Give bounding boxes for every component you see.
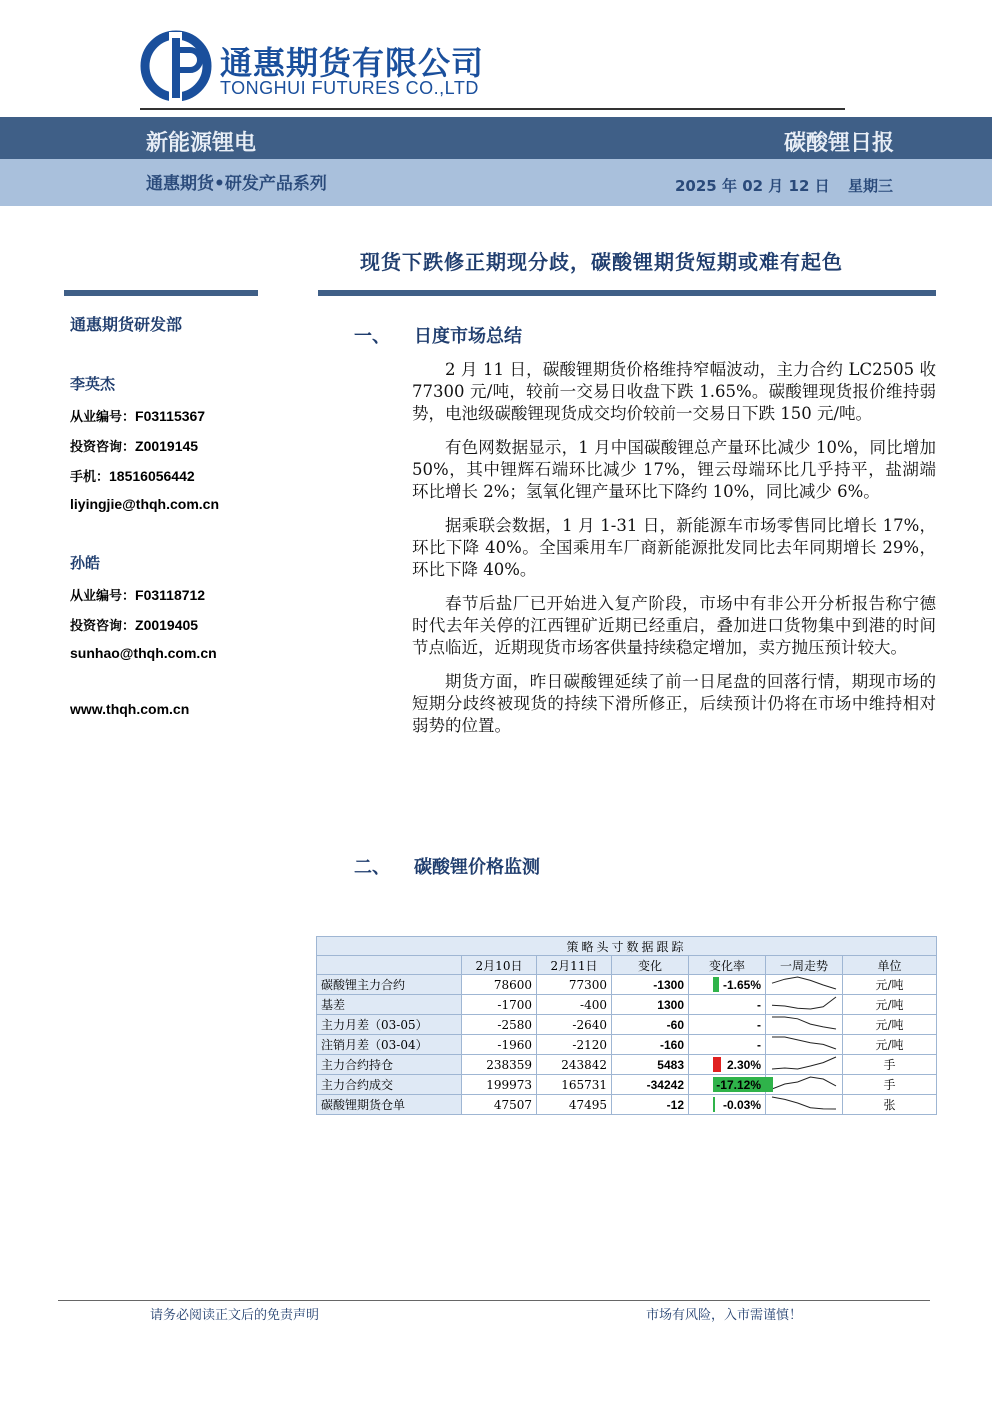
value-change-rate bbox=[689, 1095, 766, 1115]
analyst-advisory: 投资咨询：Z0019145 bbox=[70, 438, 199, 455]
sidebar-rule bbox=[64, 290, 258, 296]
value-feb11: -2120 bbox=[537, 1035, 612, 1055]
row-unit: 手 bbox=[843, 1055, 937, 1075]
value-change: -1300 bbox=[612, 975, 689, 995]
company-website[interactable]: www.thqh.com.cn bbox=[70, 701, 190, 717]
value-change: 5483 bbox=[612, 1055, 689, 1075]
sparkline bbox=[770, 1095, 838, 1111]
table-row bbox=[317, 1015, 937, 1035]
table-caption: 策略头寸数据跟踪 bbox=[317, 937, 937, 956]
row-name: 基差 bbox=[317, 995, 462, 1015]
value-feb11: -400 bbox=[537, 995, 612, 1015]
row-unit: 手 bbox=[843, 1075, 937, 1095]
row-unit: 元/吨 bbox=[843, 1015, 937, 1035]
value-change-rate bbox=[689, 1075, 766, 1095]
paragraph: 期货方面，昨日碳酸锂延续了前一日尾盘的回落行情，期现市场的短期分歧终被现货的持续下滑所修正，后续预计仍将在市场中维持相对弱势的位置。 bbox=[412, 672, 936, 735]
sparkline-line bbox=[772, 977, 836, 989]
value-change: 1300 bbox=[612, 995, 689, 1015]
report-type: 碳酸锂日报 bbox=[783, 131, 894, 156]
sparkline bbox=[770, 1055, 838, 1071]
row-unit: 张 bbox=[843, 1095, 937, 1115]
change-rate-bar bbox=[713, 1057, 721, 1072]
table-row bbox=[317, 1075, 937, 1095]
sparkline bbox=[770, 995, 838, 1011]
row-name: 主力合约成交 bbox=[317, 1075, 462, 1095]
table-row bbox=[317, 995, 937, 1015]
section-number: 一、 bbox=[354, 326, 390, 347]
section-title: 日度市场总结 bbox=[414, 326, 522, 347]
analyst-name: 孙皓 bbox=[70, 554, 101, 572]
value-feb10: -2580 bbox=[462, 1015, 537, 1035]
row-name: 主力合约持仓 bbox=[317, 1055, 462, 1075]
change-rate-text: - bbox=[757, 997, 761, 1012]
value-change-rate bbox=[689, 1015, 766, 1035]
weekly-trend-sparkline bbox=[766, 1035, 843, 1055]
row-name: 注销月差（03-04） bbox=[317, 1035, 462, 1055]
row-name: 主力月差（03-05） bbox=[317, 1015, 462, 1035]
footer-divider bbox=[58, 1300, 930, 1301]
value-feb11: 165731 bbox=[537, 1075, 612, 1095]
value-change-rate bbox=[689, 1035, 766, 1055]
change-rate-text: 2.30% bbox=[726, 1057, 761, 1072]
value-change-rate bbox=[689, 1055, 766, 1075]
sidebar bbox=[70, 312, 290, 717]
analyst-license: 从业编号：F03118712 bbox=[70, 587, 206, 604]
table-row bbox=[317, 1095, 937, 1115]
value-change: -34242 bbox=[612, 1075, 689, 1095]
sparkline-line bbox=[772, 1017, 836, 1029]
table-row bbox=[317, 1055, 937, 1075]
table-header-row bbox=[317, 956, 937, 975]
report-date: 2025 年 02 月 12 日 bbox=[675, 177, 830, 195]
sparkline bbox=[770, 1075, 838, 1091]
value-feb11: 47495 bbox=[537, 1095, 612, 1115]
value-feb10: 238359 bbox=[462, 1055, 537, 1075]
value-feb10: 78600 bbox=[462, 975, 537, 995]
company-logo-icon bbox=[140, 30, 212, 102]
paragraph: 有色网数据显示，1 月中国碳酸锂总产量环比减少 10%，同比增加 50%，其中锂辉石端环比减少 17%，锂云母端环比几乎持平，盐湖端环比增长 2%；氢氧化锂产量环比下降约 10%，同比减少 6%。 bbox=[412, 438, 936, 501]
section-title: 碳酸锂价格监测 bbox=[414, 857, 540, 878]
company-name-en: TONGHUI FUTURES CO.,LTD bbox=[220, 78, 479, 98]
analyst-phone: 手机：18516056442 bbox=[70, 468, 195, 485]
paragraph: 据乘联会数据，1 月 1-31 日，新能源车市场零售同比增长 17%，环比下降 40%。全国乘用车厂商新能源批发同比去年同期增长 29%，环比下降 40%。 bbox=[412, 516, 936, 579]
value-feb11: 77300 bbox=[537, 975, 612, 995]
analyst-advisory: 投资咨询：Z0019405 bbox=[70, 617, 199, 634]
table-header-cell: 一周走势 bbox=[766, 956, 843, 975]
analyst-email[interactable]: liyingjie@thqh.com.cn bbox=[70, 496, 219, 512]
disclaimer-note[interactable]: 请务必阅读正文后的免责声明 bbox=[150, 1308, 320, 1323]
market-summary bbox=[412, 359, 936, 749]
risk-warning: 市场有风险，入市需谨慎！ bbox=[646, 1308, 803, 1323]
row-unit: 元/吨 bbox=[843, 1035, 937, 1055]
table-header-cell: 单位 bbox=[843, 956, 937, 975]
change-rate-text: -0.03% bbox=[722, 1097, 761, 1112]
weekly-trend-sparkline bbox=[766, 1055, 843, 1075]
weekly-trend-sparkline bbox=[766, 1075, 843, 1095]
row-unit: 元/吨 bbox=[843, 995, 937, 1015]
value-feb11: 243842 bbox=[537, 1055, 612, 1075]
paragraph: 春节后盐厂已开始进入复产阶段，市场中有非公开分析报告称宁德时代去年关停的江西锂矿近期已经重启，叠加进口货物集中到港的时间节点临近，近期现货市场客供量持续稳定增加，卖方抛压预计较大。 bbox=[412, 594, 936, 657]
change-rate-text: -1.65% bbox=[722, 977, 761, 992]
sparkline-line bbox=[772, 1057, 836, 1069]
table-header-cell bbox=[317, 956, 462, 975]
value-change: -12 bbox=[612, 1095, 689, 1115]
sparkline bbox=[770, 1035, 838, 1051]
value-feb10: -1960 bbox=[462, 1035, 537, 1055]
paragraph: 2 月 11 日，碳酸锂期货价格维持窄幅波动，主力合约 LC2505 收 77300 元/吨，较前一交易日收盘下跌 1.65%。碳酸锂现货报价维持弱势，电池级碳酸锂现货成交均价较前一交易日下跌 150 元/吨。 bbox=[412, 360, 936, 423]
sparkline-line bbox=[772, 1037, 836, 1049]
change-rate-text: -17.12% bbox=[716, 1077, 761, 1092]
change-rate-text: - bbox=[757, 1037, 761, 1052]
row-name: 碳酸锂期货仓单 bbox=[317, 1095, 462, 1115]
sparkline bbox=[770, 975, 838, 991]
row-unit: 元/吨 bbox=[843, 975, 937, 995]
table-header-cell: 2月11日 bbox=[537, 956, 612, 975]
table-header-cell: 2月10日 bbox=[462, 956, 537, 975]
value-change-rate bbox=[689, 995, 766, 1015]
table-row bbox=[317, 1035, 937, 1055]
value-change: -160 bbox=[612, 1035, 689, 1055]
sparkline-line bbox=[772, 1077, 836, 1089]
report-category: 新能源锂电 bbox=[146, 131, 257, 156]
value-feb11: -2640 bbox=[537, 1015, 612, 1035]
report-series: 通惠期货•研发产品系列 bbox=[146, 174, 327, 194]
header-divider bbox=[140, 108, 845, 110]
sparkline bbox=[770, 1015, 838, 1031]
value-feb10: 199973 bbox=[462, 1075, 537, 1095]
sparkline-line bbox=[772, 1097, 836, 1109]
analyst-email[interactable]: sunhao@thqh.com.cn bbox=[70, 645, 217, 661]
weekly-trend-sparkline bbox=[766, 1015, 843, 1035]
change-rate-bar bbox=[713, 1097, 715, 1112]
company-name-cn: 通惠期货有限公司 bbox=[220, 44, 485, 82]
price-monitor-table bbox=[316, 936, 937, 1115]
table-header-cell: 变化率 bbox=[689, 956, 766, 975]
weekly-trend-sparkline bbox=[766, 1095, 843, 1115]
headline-rule bbox=[318, 290, 936, 296]
analyst-license: 从业编号：F03115367 bbox=[70, 408, 206, 425]
table-row bbox=[317, 975, 937, 995]
dept-name: 通惠期货研发部 bbox=[70, 315, 183, 334]
report-weekday: 星期三 bbox=[848, 177, 894, 195]
value-feb10: 47507 bbox=[462, 1095, 537, 1115]
change-rate-text: - bbox=[757, 1017, 761, 1032]
row-name: 碳酸锂主力合约 bbox=[317, 975, 462, 995]
weekly-trend-sparkline bbox=[766, 995, 843, 1015]
value-change: -60 bbox=[612, 1015, 689, 1035]
table-header-cell: 变化 bbox=[612, 956, 689, 975]
value-feb10: -1700 bbox=[462, 995, 537, 1015]
analyst-name: 李英杰 bbox=[70, 375, 116, 393]
change-rate-bar bbox=[713, 977, 719, 992]
report-headline: 现货下跌修正期现分歧，碳酸锂期货短期或难有起色 bbox=[360, 250, 843, 274]
value-change-rate bbox=[689, 975, 766, 995]
weekly-trend-sparkline bbox=[766, 975, 843, 995]
section-number: 二、 bbox=[354, 857, 390, 878]
sparkline-line bbox=[772, 997, 836, 1009]
